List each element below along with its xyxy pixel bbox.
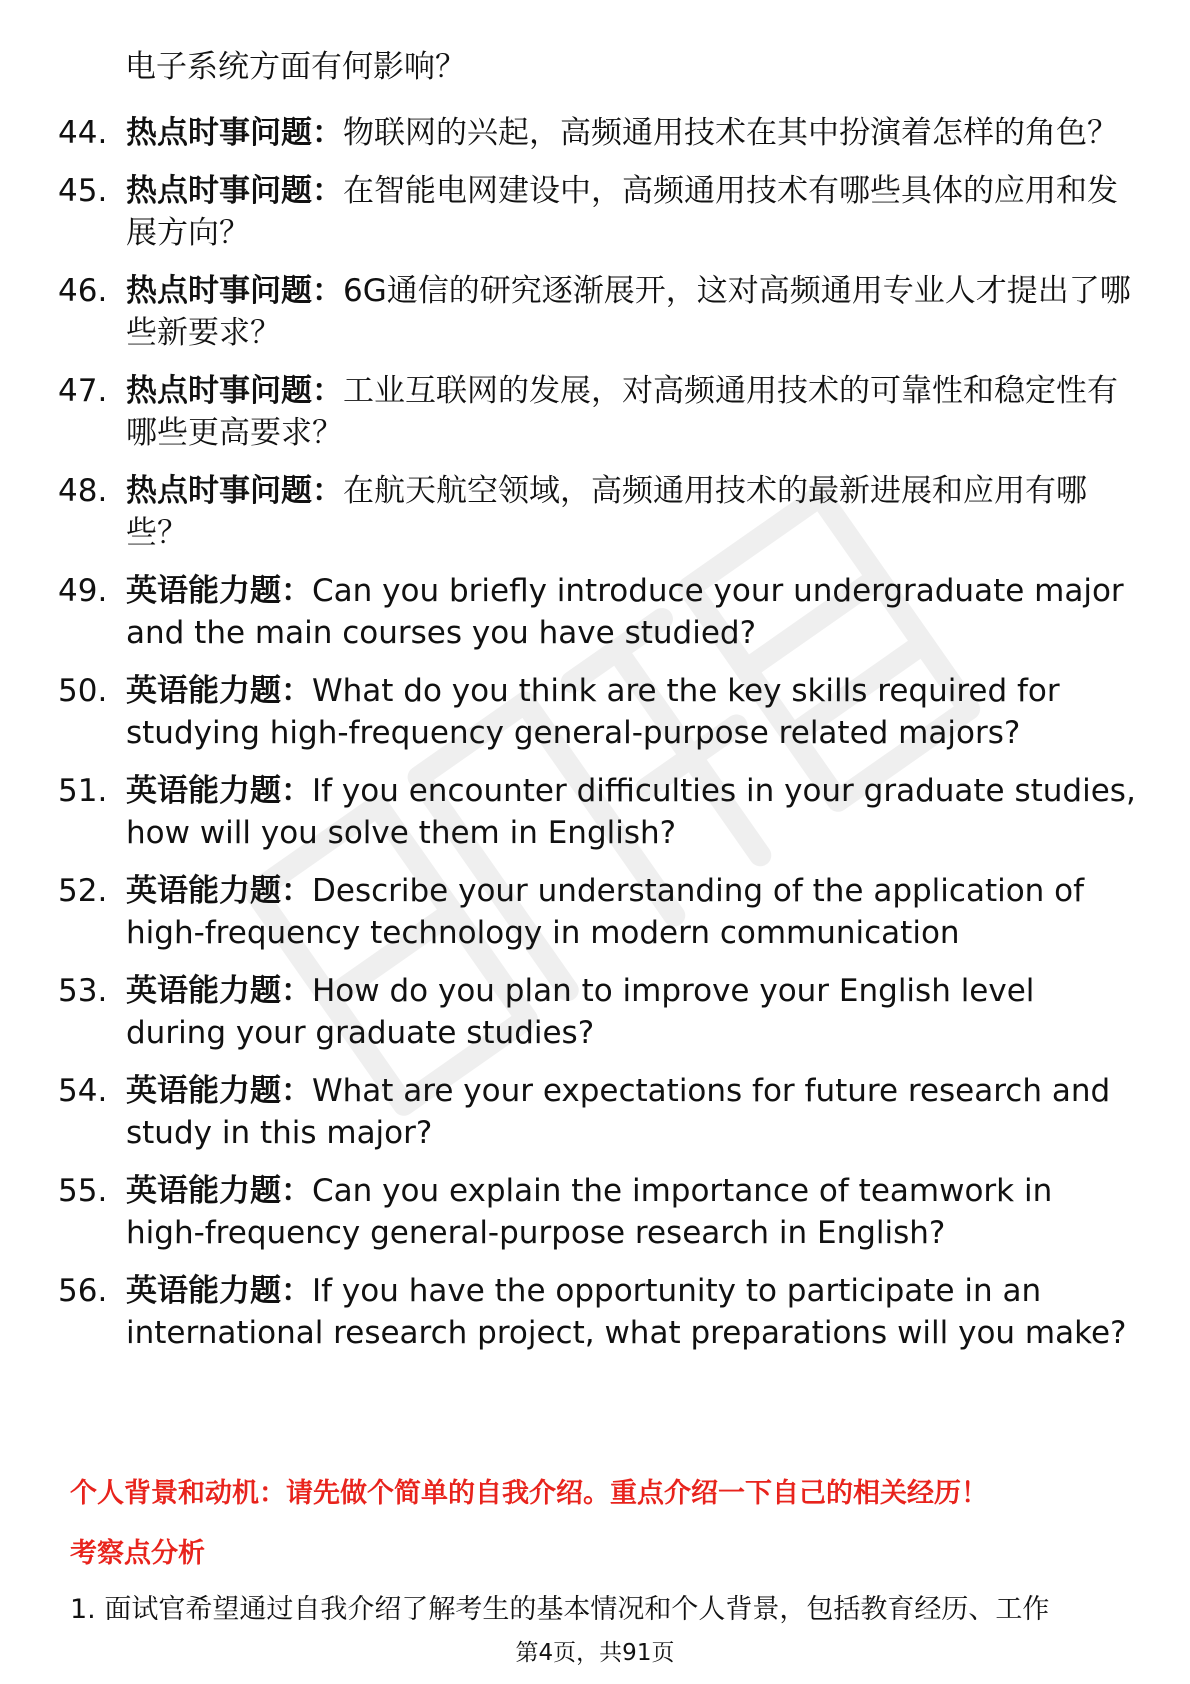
- question-text: Can you briefly introduce your undergraduate major and the main courses you have studied?: [126, 573, 1124, 651]
- question-category: 热点时事问题：: [126, 173, 343, 209]
- question-category: 热点时事问题：: [126, 373, 343, 409]
- question-item: [58, 1170, 1138, 1254]
- question-body: [126, 770, 1138, 854]
- question-category: 热点时事问题：: [126, 115, 343, 151]
- question-list: [58, 112, 1138, 1370]
- question-category: 英语能力题：: [126, 873, 312, 909]
- question-body: [126, 1270, 1138, 1354]
- question-number: 49.: [58, 573, 108, 609]
- question-number: 44.: [58, 115, 108, 151]
- question-category: 英语能力题：: [126, 1173, 312, 1209]
- question-item: [58, 670, 1138, 754]
- question-text: 在智能电网建设中，高频通用技术有哪些具体的应用和发展方向？: [126, 173, 1118, 251]
- question-item: [58, 470, 1138, 554]
- question-text: Can you explain the importance of teamwork in high-frequency general-purpose research in English?: [126, 1173, 1053, 1251]
- question-text: 工业互联网的发展，对高频通用技术的可靠性和稳定性有哪些更高要求？: [126, 373, 1118, 451]
- question-number: 52.: [58, 873, 108, 909]
- question-number: 45.: [58, 173, 108, 209]
- question-text: Describe your understanding of the application of high-frequency technology in modern communication: [126, 873, 1085, 951]
- question-category: 热点时事问题：: [126, 473, 343, 509]
- question-item: [58, 1270, 1138, 1354]
- question-body: [126, 870, 1138, 954]
- question-text: What are your expectations for future research and study in this major?: [126, 1073, 1111, 1151]
- analysis-point: 1. 面试官希望通过自我介绍了解考生的基本情况和个人背景，包括教育经历、工作: [70, 1594, 1050, 1625]
- section-heading: 个人背景和动机：请先做个简单的自我介绍。重点介绍一下自己的相关经历！: [70, 1478, 988, 1509]
- question-number: 50.: [58, 673, 108, 709]
- question-item: [58, 870, 1138, 954]
- question-number: 51.: [58, 773, 108, 809]
- question-body: [126, 670, 1138, 754]
- question-text: What do you think are the key skills required for studying high-frequency general-purpose related majors?: [126, 673, 1060, 751]
- question-number: 56.: [58, 1273, 108, 1309]
- question-category: 英语能力题：: [126, 1073, 312, 1109]
- question-number: 47.: [58, 373, 108, 409]
- question-category: 英语能力题：: [126, 673, 312, 709]
- question-body: [126, 970, 1138, 1054]
- question-body: [126, 1170, 1138, 1254]
- question-text: 物联网的兴起，高频通用技术在其中扮演着怎样的角色？: [343, 115, 1118, 151]
- question-number: 46.: [58, 273, 108, 309]
- question-category: 英语能力题：: [126, 773, 312, 809]
- question-body: [126, 170, 1138, 254]
- question-text: If you have the opportunity to participate in an international research project, what preparations will you make?: [126, 1273, 1127, 1351]
- question-item: [58, 570, 1138, 654]
- question-body: [126, 570, 1138, 654]
- question-body: [126, 1070, 1138, 1154]
- question-number: 48.: [58, 473, 108, 509]
- continuation-text: 电子系统方面有何影响？: [125, 49, 466, 85]
- question-category: 热点时事问题：: [126, 273, 343, 309]
- question-item: [58, 770, 1138, 854]
- question-item: [58, 270, 1138, 354]
- question-number: 54.: [58, 1073, 108, 1109]
- page-footer: 第4页，共91页: [515, 1640, 675, 1666]
- question-text: How do you plan to improve your English level during your graduate studies?: [126, 973, 1035, 1051]
- question-item: [58, 112, 1138, 154]
- question-body: [126, 470, 1138, 554]
- question-number: 55.: [58, 1173, 108, 1209]
- question-item: [58, 1070, 1138, 1154]
- question-category: 英语能力题：: [126, 973, 312, 1009]
- question-number: 53.: [58, 973, 108, 1009]
- question-body: [126, 112, 1138, 154]
- question-item: [58, 370, 1138, 454]
- analysis-heading: 考察点分析: [70, 1538, 205, 1569]
- question-text: If you encounter difficulties in your graduate studies, how will you solve them in English?: [126, 773, 1136, 851]
- question-body: [126, 370, 1138, 454]
- question-text: 在航天航空领域，高频通用技术的最新进展和应用有哪些？: [126, 473, 1087, 551]
- question-body: [126, 270, 1138, 354]
- question-item: [58, 970, 1138, 1054]
- question-category: 英语能力题：: [126, 573, 312, 609]
- question-item: [58, 170, 1138, 254]
- question-category: 英语能力题：: [126, 1273, 312, 1309]
- question-text: 6G通信的研究逐渐展开，这对高频通用专业人才提出了哪些新要求？: [126, 273, 1131, 351]
